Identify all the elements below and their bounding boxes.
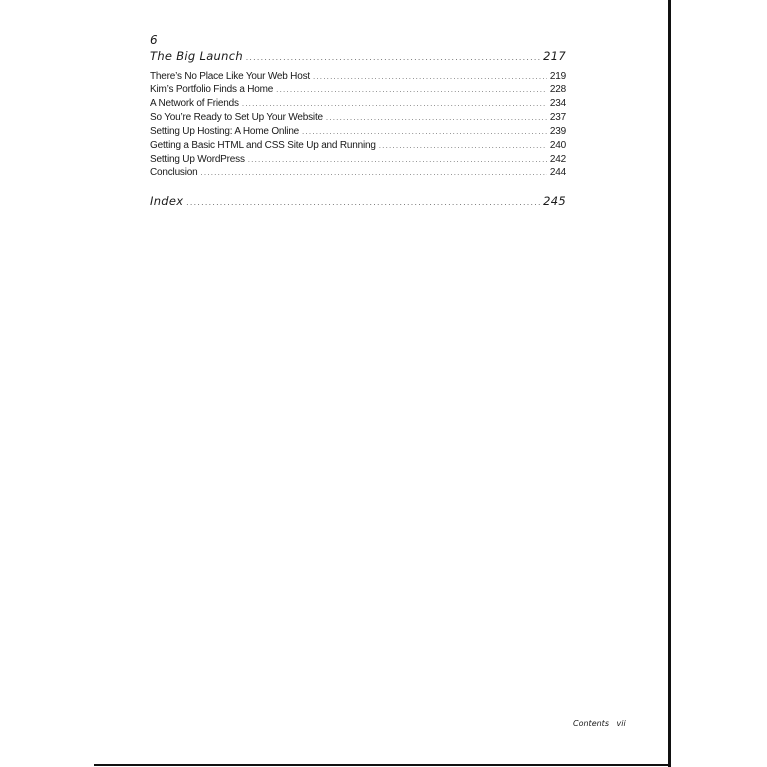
toc-entry [150,112,566,123]
toc-entry [150,98,566,109]
toc-entry-page: 244 [549,167,566,178]
footer-label: Contents [573,719,609,728]
index-title: Index [150,194,184,208]
toc-entry-page: 228 [549,84,566,95]
toc-entry-page: 240 [549,140,566,151]
toc-entry-title: Setting Up Hosting: A Home Online [150,126,300,137]
dot-leader [246,53,540,62]
index-row [150,194,566,208]
dot-leader [302,127,547,136]
dot-leader [242,99,547,108]
page-right-edge [668,0,671,767]
toc-entry-page: 242 [549,154,566,165]
page-bottom-edge [94,764,671,766]
toc-entry-page: 239 [549,126,566,137]
chapter-title: The Big Launch [150,49,243,63]
toc-entry [150,71,566,82]
page-footer [573,719,626,728]
toc-entry [150,140,566,151]
footer-page-number: vii [616,719,626,728]
toc-entry [150,84,566,95]
toc-entry-page: 234 [549,98,566,109]
toc-entry-page: 237 [549,112,566,123]
toc-entry-title: Setting Up WordPress [150,154,245,165]
chapter-title-row [150,49,566,63]
toc-entry-title: There’s No Place Like Your Web Host [150,71,310,82]
toc-entry-page: 219 [549,71,566,82]
dot-leader [276,85,547,94]
toc-entry [150,154,566,165]
dot-leader [200,168,546,177]
dot-leader [379,141,547,150]
index-page-number: 245 [543,194,566,208]
dot-leader [313,72,547,81]
toc-entry [150,126,566,137]
toc-entry-title: A Network of Friends [150,98,239,109]
toc-entry-title: So You’re Ready to Set Up Your Website [150,112,323,123]
dot-leader [326,113,547,122]
toc-entry-title: Getting a Basic HTML and CSS Site Up and Running [150,140,376,151]
chapter-number: 6 [150,33,158,47]
dot-leader [186,198,540,207]
toc-entry [150,167,566,178]
dot-leader [248,155,547,164]
toc-entry-title: Kim’s Portfolio Finds a Home [150,84,274,95]
chapter-page-number: 217 [543,49,566,63]
toc-entry-title: Conclusion [150,167,198,178]
